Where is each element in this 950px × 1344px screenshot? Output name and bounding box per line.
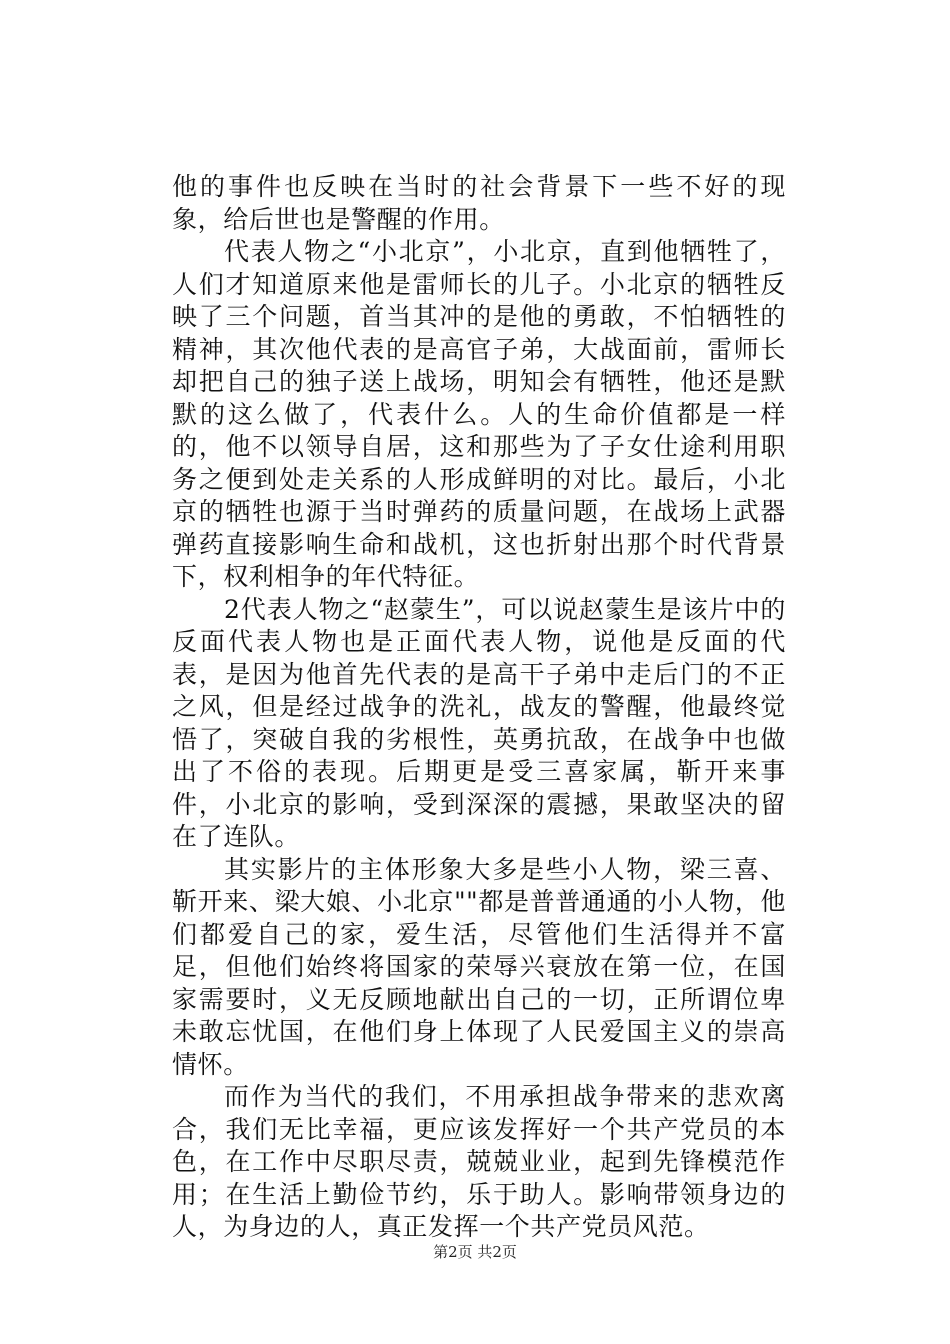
- paragraph-small-characters: 其实影片的主体形象大多是些小人物，梁三喜、靳开来、梁大娘、小北京""都是普普通通的小人物，他们都爱自己的家，爱生活，尽管他们生活得并不富足，但他们始终将国家的荣辱兴衰放在第一位，在国家需要时，义无反顾地献出自己的一切，正所谓位卑未敢忘忧国，在他们身上体现了人民爱国主义的崇高情怀。: [172, 854, 786, 1079]
- paragraph-continuation: 他的事件也反映在当时的社会背景下一些不好的现象，给后世也是警醒的作用。: [172, 172, 786, 234]
- page-footer: 第2页 共2页: [433, 1243, 517, 1261]
- body-text: [172, 171, 786, 1244]
- paragraph-xiao-beijing: 代表人物之“小北京”，小北京，直到他牺牲了，人们才知道原来他是雷师长的儿子。小北京的牺牲反映了三个问题，首当其冲的是他的勇敢，不怕牺牲的精神，其次他代表的是高官子弟，大战面前，雷师长却把自己的独子送上战场，明知会有牺牲，他还是默默的这么做了，代表什么。人的生命价值都是一样的，他不以领导自居，这和那些为了子女仕途利用职务之便到处走关系的人形成鲜明的对比。最后，小北京的牺牲也源于当时弹药的质量问题，在战场上武器弹药直接影响生命和战机，这也折射出那个时代背景下，权利相争的年代特征。: [172, 237, 786, 591]
- paragraph-zhao-mengsheng: 2代表人物之“赵蒙生”，可以说赵蒙生是该片中的反面代表人物也是正面代表人物，说他是反面的代表，是因为他首先代表的是高干子弟中走后门的不正之风，但是经过战争的洗礼，战友的警醒，他最终觉悟了，突破自我的劣根性，英勇抗敌，在战争中也做出了不俗的表现。后期更是受三喜家属，靳开来事件，小北京的影响，受到深深的震撼，果敢坚决的留在了连队。: [172, 594, 786, 851]
- paragraph-conclusion: 而作为当代的我们，不用承担战争带来的悲欢离合，我们无比幸福，更应该发挥好一个共产党员的本色，在工作中尽职尽责，兢兢业业，起到先锋模范作用；在生活上勤俭节约，乐于助人。影响带领身边的人，为身边的人，真正发挥一个共产党员风范。: [172, 1082, 786, 1241]
